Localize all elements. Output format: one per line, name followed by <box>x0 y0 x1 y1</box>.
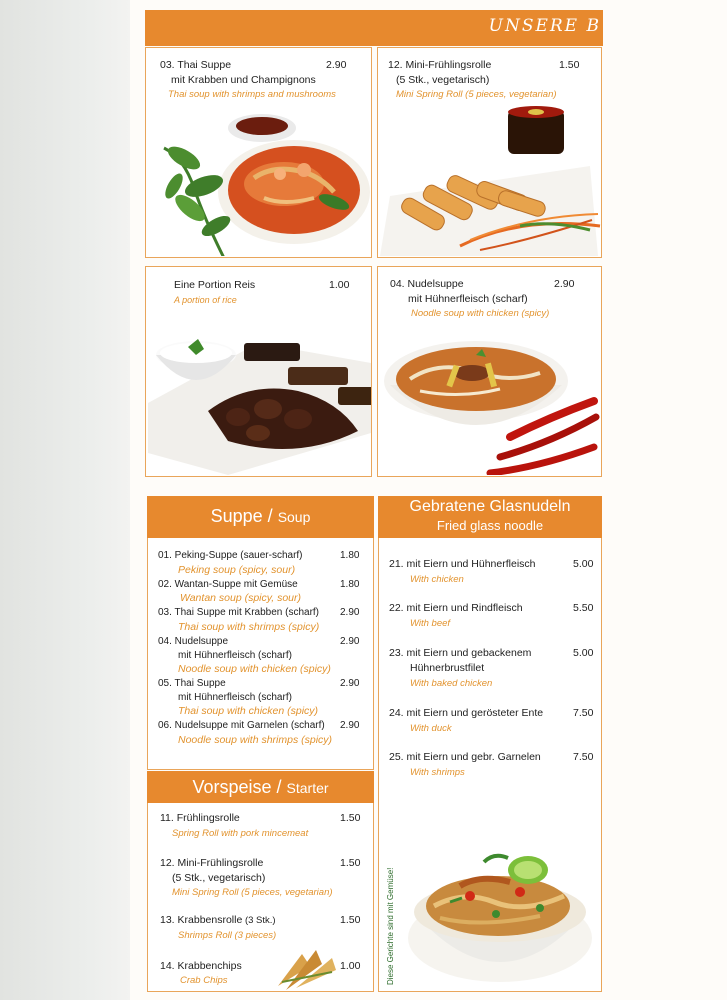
card-noodle-soup-english: Noodle soup with chicken (spicy) <box>411 308 550 319</box>
glass-noodle-photo <box>400 842 600 988</box>
soup-item-name: 04. Nudelsuppe <box>158 636 229 647</box>
crab-chips-photo <box>272 942 342 992</box>
soup-item-english: Noodle soup with chicken (spicy) <box>178 663 331 675</box>
glass-noodle-title-english: Fried glass noodle <box>436 518 544 533</box>
glass-item-price: 7.50 <box>573 707 594 719</box>
soup-item-english: Noodle soup with shrimps (spicy) <box>178 734 333 746</box>
starter-item-name: 11. Frühlingsrolle <box>160 812 240 824</box>
glass-item-name: 21. mit Eiern und Hühnerfleisch <box>389 558 536 570</box>
glass-item-english: With chicken <box>410 574 464 585</box>
card-rice-name: Eine Portion Reis <box>174 279 256 291</box>
card-rice-price: 1.00 <box>329 279 350 291</box>
soup-item-english: Wantan soup (spicy, sour) <box>180 592 301 604</box>
starter-item-name: 12. Mini-Frühlingsrolle <box>160 857 264 869</box>
starter-item-price: 1.50 <box>340 857 361 869</box>
spring-roll-photo <box>380 106 602 256</box>
card-rice-english: A portion of rice <box>174 295 237 305</box>
soup-item-english: Peking soup (spicy, sour) <box>178 564 296 576</box>
soup-title: Suppe <box>210 506 263 526</box>
starter-header <box>147 771 374 803</box>
card-thai-soup <box>145 47 372 258</box>
card-noodle-soup-price: 2.90 <box>554 278 575 290</box>
glass-item-name: 25. mit Eiern und gebr. Garnelen <box>389 751 541 763</box>
card-mini-spring-roll <box>377 47 602 258</box>
glass-item-english: With shrimps <box>410 767 465 778</box>
soup-title-english: Soup <box>277 509 311 525</box>
card-thai-soup-price: 2.90 <box>326 59 347 71</box>
starter-item-name-main: 13. Krabbensrolle <box>160 914 243 926</box>
starter-item-english: Crab Chips <box>180 975 228 986</box>
soup-item-name: 01. Peking-Suppe (sauer-scharf) <box>158 550 303 561</box>
banner-title: UNSERE B <box>488 16 601 36</box>
soup-item-price: 2.90 <box>340 607 360 618</box>
card-thai-soup-english: Thai soup with shrimps and mushrooms <box>168 89 336 100</box>
starter-item-english: Spring Roll with pork mincemeat <box>172 828 309 839</box>
thai-soup-photo <box>154 108 370 256</box>
soup-header <box>147 496 374 538</box>
card-noodle-soup-desc: mit Hühnerfleisch (scharf) <box>408 293 528 305</box>
soup-item-price: 2.90 <box>340 678 360 689</box>
starter-title-separator: / <box>271 777 287 797</box>
glass-item-name: 24. mit Eiern und gerösteter Ente <box>389 707 544 719</box>
glass-item-english: With baked chicken <box>410 678 493 689</box>
starter-item-english: Mini Spring Roll (5 pieces, vegetarian) <box>172 887 333 898</box>
soup-item-name: 02. Wantan-Suppe mit Gemüse <box>158 579 298 590</box>
card-thai-soup-desc: mit Krabben und Champignons <box>171 74 316 86</box>
glass-item-price: 5.00 <box>573 647 594 659</box>
glass-item-name: 23. mit Eiern und gebackenem <box>389 647 532 659</box>
menu-banner <box>145 10 603 46</box>
card-mini-spring-roll-english: Mini Spring Roll (5 pieces, vegetarian) <box>396 89 557 100</box>
starter-title: Vorspeise <box>192 777 272 797</box>
soup-item-price: 2.90 <box>340 720 360 731</box>
glass-noodle-title: Gebratene Glasnudeln <box>409 498 571 515</box>
vegetable-note: Diese Gerichte sind mit Gemüse! <box>386 867 395 985</box>
soup-item-name: 05. Thai Suppe <box>158 678 226 689</box>
card-mini-spring-roll-price: 1.50 <box>559 59 580 71</box>
scan-margin <box>0 0 130 1000</box>
soup-item-english: Thai soup with shrimps (spicy) <box>178 621 320 633</box>
soup-item-name-line2: mit Hühnerfleisch (scharf) <box>178 692 292 703</box>
soup-item-price: 1.80 <box>340 550 360 561</box>
starter-item-name-line2: (5 Stk., vegetarisch) <box>172 872 266 884</box>
starter-item-price: 1.00 <box>340 960 361 972</box>
card-rice <box>145 266 372 477</box>
glass-item-english: With duck <box>410 723 452 734</box>
soup-item-price: 1.80 <box>340 579 360 590</box>
soup-item-name-line2: mit Hühnerfleisch (scharf) <box>178 650 292 661</box>
glass-item-price: 5.50 <box>573 602 594 614</box>
soup-item-english: Thai soup with chicken (spicy) <box>178 705 319 717</box>
card-noodle-soup-name: 04. Nudelsuppe <box>390 278 464 290</box>
card-mini-spring-roll-desc: (5 Stk., vegetarisch) <box>396 74 490 86</box>
starter-item-english: Shrimps Roll (3 pieces) <box>178 930 277 941</box>
rice-photo <box>148 323 371 475</box>
card-mini-spring-roll-name: 12. Mini-Frühlingsrolle <box>388 59 492 71</box>
soup-item-name: 06. Nudelsuppe mit Garnelen (scharf) <box>158 720 325 731</box>
glass-item-english: With beef <box>410 618 451 629</box>
soup-item-name: 03. Thai Suppe mit Krabben (scharf) <box>158 607 320 618</box>
starter-item-price: 1.50 <box>340 812 361 824</box>
starter-title-english: Starter <box>286 780 329 796</box>
starter-item-price: 1.50 <box>340 914 361 926</box>
starter-item-name: 14. Krabbenchips <box>160 960 242 972</box>
noodle-soup-photo <box>380 325 602 475</box>
card-noodle-soup <box>377 266 602 477</box>
glass-item-name: 22. mit Eiern und Rindfleisch <box>389 602 523 614</box>
glass-item-price: 5.00 <box>573 558 594 570</box>
starter-item-name <box>160 914 276 926</box>
glass-item-price: 7.50 <box>573 751 594 763</box>
card-thai-soup-name: 03. Thai Suppe <box>160 59 232 71</box>
glass-noodle-header <box>378 496 602 538</box>
glass-item-name-line2: Hühnerbrustfilet <box>410 662 485 674</box>
soup-item-price: 2.90 <box>340 636 360 647</box>
soup-title-separator: / <box>262 506 278 526</box>
starter-item-name-suffix: (3 Stk.) <box>242 915 276 926</box>
